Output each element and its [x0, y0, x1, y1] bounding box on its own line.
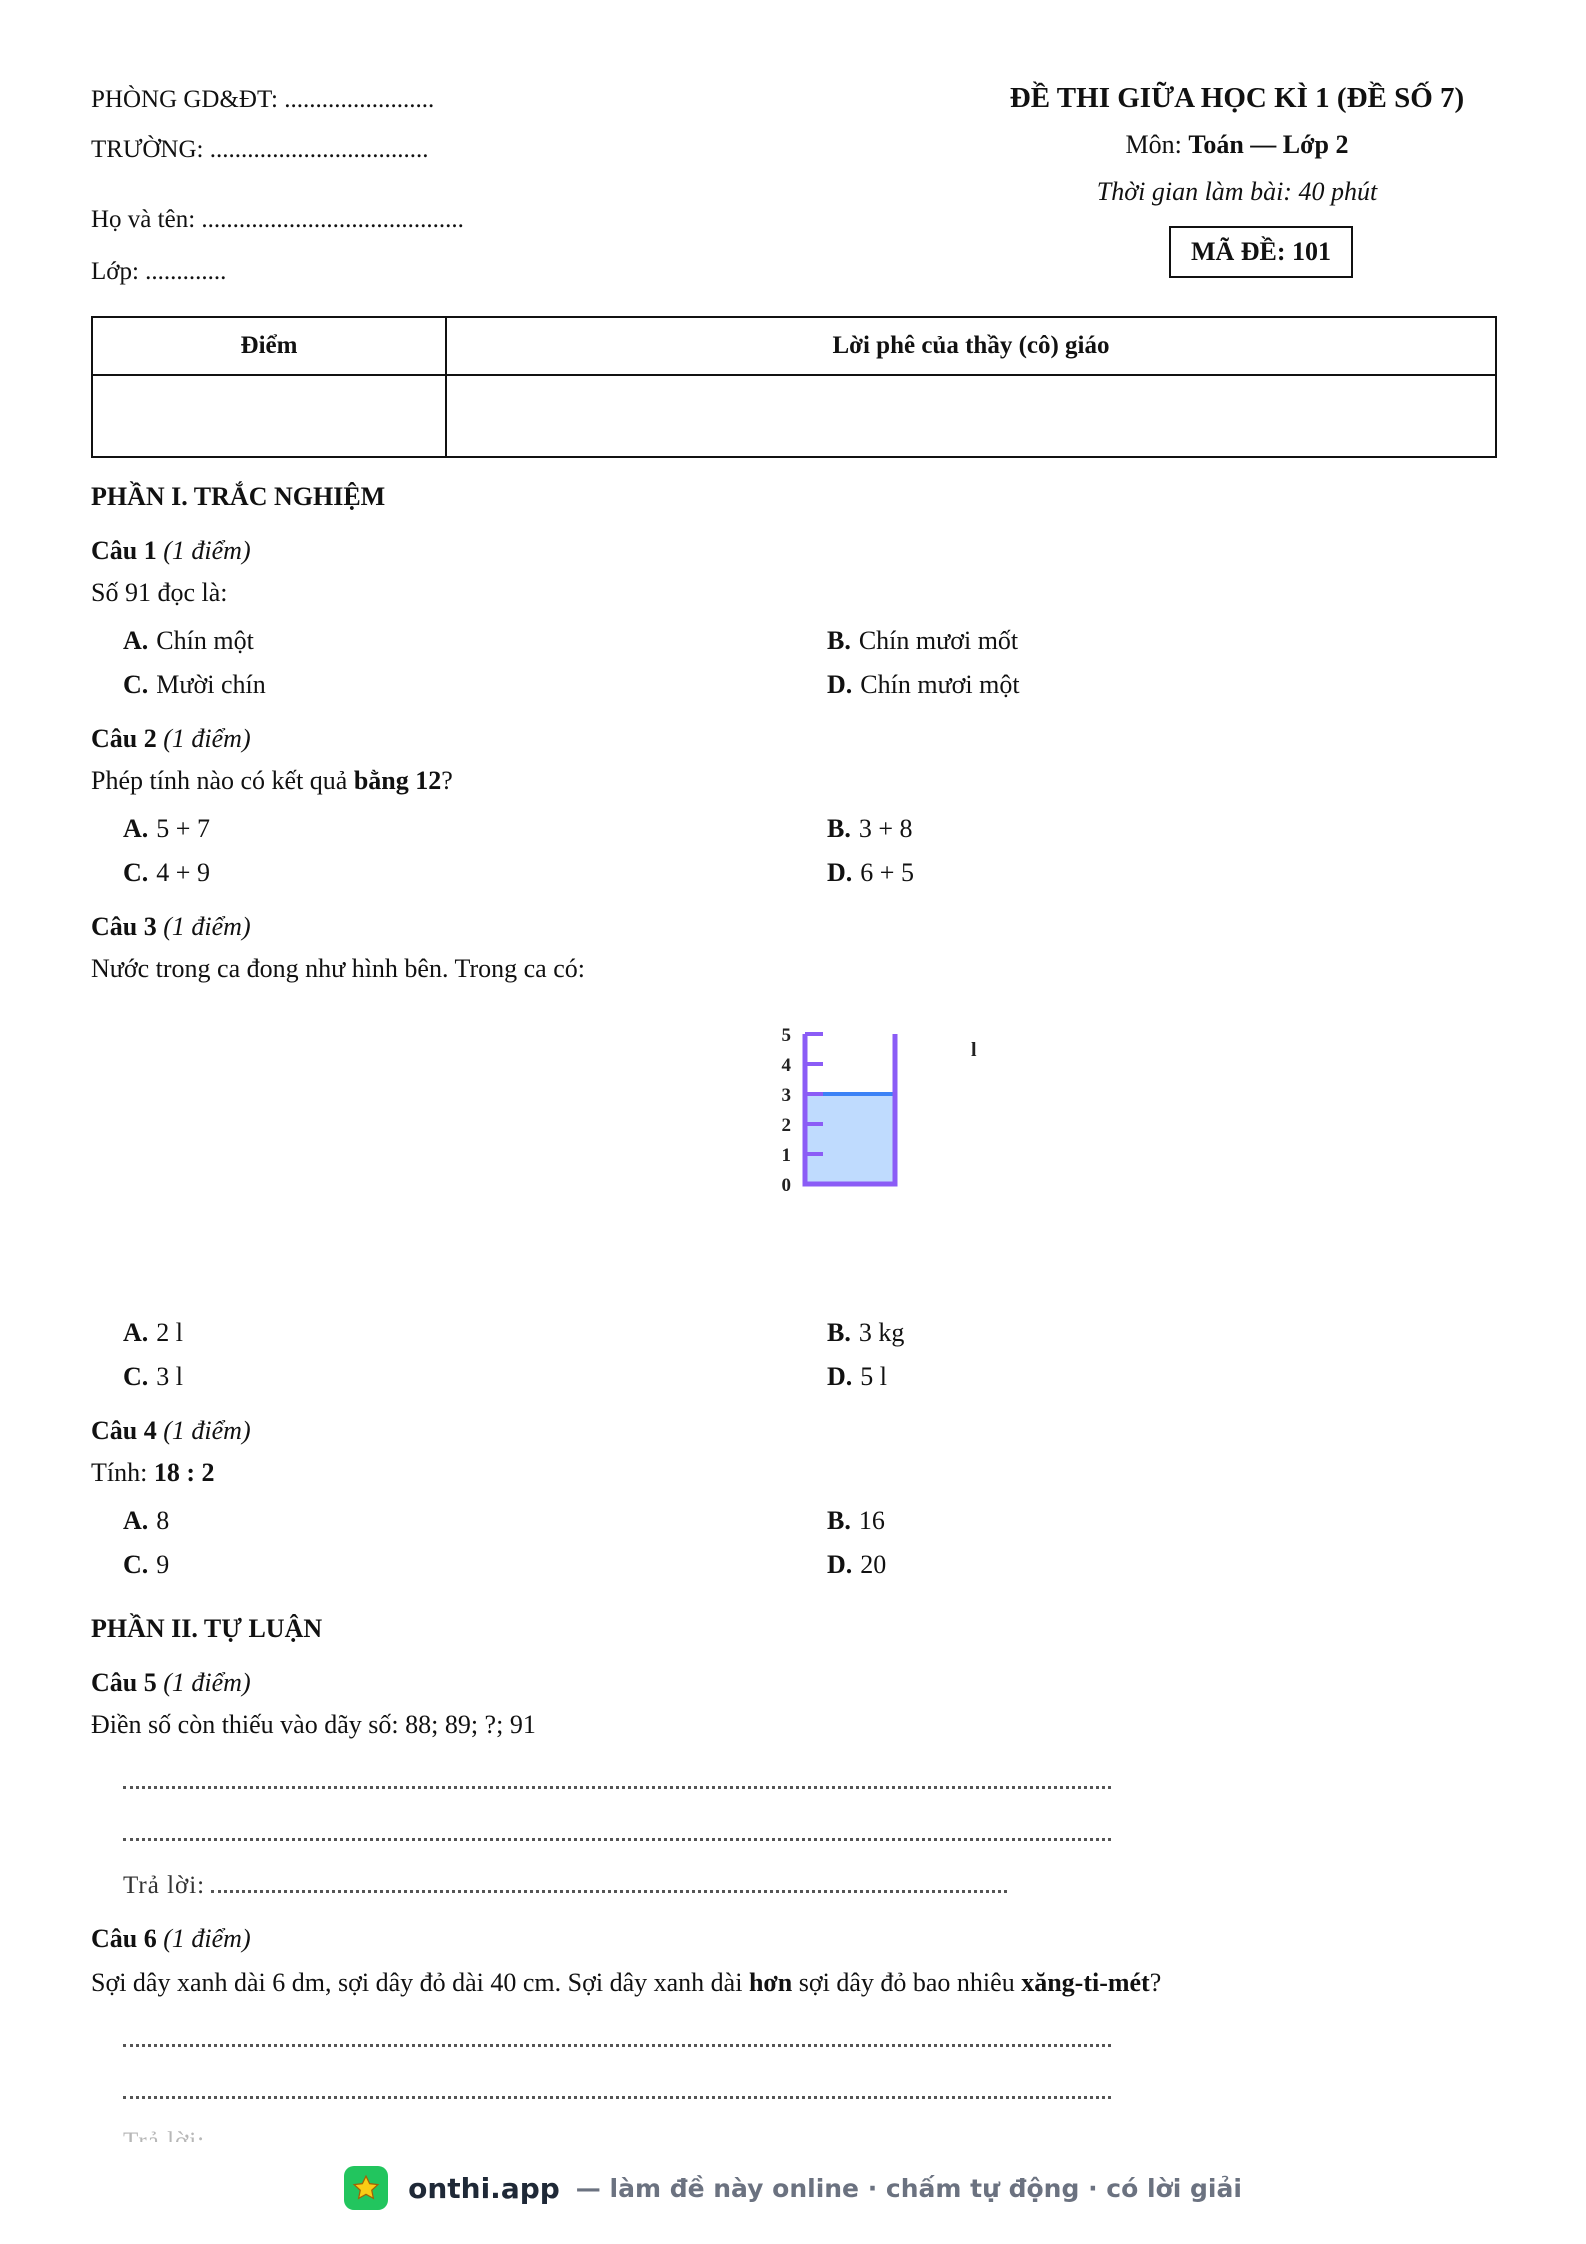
q4-option-b[interactable]: B. 16 — [827, 1506, 885, 1535]
q4-option-c[interactable]: C. 9 — [123, 1550, 170, 1579]
q4-option-a[interactable]: A. 8 — [123, 1506, 170, 1535]
question-6-header — [91, 1924, 251, 1954]
cup-scale-label: 4 — [781, 1055, 791, 1076]
cup-scale-label: 1 — [781, 1145, 791, 1166]
exam-page — [91, 0, 1497, 2244]
question-points: (1 điểm) — [163, 1416, 251, 1445]
comment-header: Lời phê của thầy (cô) giáo — [446, 317, 1496, 375]
cup-scale-label: 5 — [781, 1025, 791, 1046]
q5-answer-line-2[interactable] — [123, 1838, 1111, 1841]
question-points: (1 điểm) — [163, 1924, 251, 1953]
grade-table — [91, 316, 1497, 458]
question-6-text: Sợi dây xanh dài 6 dm, sợi dây đỏ dài 40 cm. Sợi dây xanh dài hơn sợi dây đỏ bao nhiêu xăng-ti-mét? — [91, 1968, 1162, 1997]
exam-code-box: MÃ ĐỀ: 101 — [1169, 226, 1353, 278]
brand-logo — [344, 2166, 388, 2210]
cup-scale-label: 3 — [781, 1085, 791, 1106]
score-header: Điểm — [92, 317, 446, 375]
exam-title: ĐỀ THI GIỮA HỌC KÌ 1 (ĐỀ SỐ 7) — [1009, 82, 1465, 114]
cup-scale-label: 0 — [781, 1175, 791, 1196]
question-points: (1 điểm) — [163, 536, 251, 565]
question-label: Câu 1 — [91, 536, 157, 565]
q2-option-a[interactable]: A. 5 + 7 — [123, 814, 210, 843]
q1-option-d[interactable]: D. Chín mươi một — [827, 670, 1020, 699]
q2-option-d[interactable]: D. 6 + 5 — [827, 858, 914, 887]
q3-option-d[interactable]: D. 5 l — [827, 1362, 888, 1391]
q3-option-a[interactable]: A. 2 l — [123, 1318, 184, 1347]
time-limit: Thời gian làm bài: 40 phút — [1096, 177, 1378, 206]
department-line: PHÒNG GD&ĐT: ........................ — [91, 86, 435, 113]
cup-unit-label: l — [971, 1039, 977, 1061]
question-4-text: Tính: 18 : 2 — [91, 1458, 215, 1487]
question-3-header — [91, 912, 251, 942]
question-label: Câu 6 — [91, 1924, 157, 1953]
question-points: (1 điểm) — [163, 724, 251, 753]
part2-title: PHẦN II. TỰ LUẬN — [91, 1614, 323, 1643]
promo-banner[interactable] — [0, 2142, 1586, 2234]
q5-answer-line-1[interactable] — [123, 1786, 1111, 1789]
q5-answer-row[interactable] — [123, 1872, 1007, 1900]
question-2-text: Phép tính nào có kết quả bằng 12? — [91, 766, 453, 795]
cup-scale-label: 2 — [781, 1115, 791, 1136]
subject-name: Toán — Lớp 2 — [1188, 130, 1349, 159]
subject-prefix: Môn: — [1125, 130, 1189, 159]
school-line: TRƯỜNG: ................................... — [91, 136, 429, 163]
q3-option-c[interactable]: C. 3 l — [123, 1362, 184, 1391]
student-name-line: Họ và tên: .......................................... — [91, 206, 464, 233]
question-label: Câu 2 — [91, 724, 157, 753]
question-4-header — [91, 1416, 251, 1446]
question-label: Câu 5 — [91, 1668, 157, 1697]
q6-answer-line-1[interactable] — [123, 2044, 1111, 2047]
part1-title: PHẦN I. TRẮC NGHIỆM — [91, 482, 386, 511]
q1-option-b[interactable]: B. Chín mươi mốt — [827, 626, 1019, 655]
q2-option-c[interactable]: C. 4 + 9 — [123, 858, 210, 887]
question-3-text: Nước trong ca đong như hình bên. Trong ca có: — [91, 954, 585, 983]
brand-name[interactable]: onthi.app — [408, 2171, 560, 2205]
q4-option-d[interactable]: D. 20 — [827, 1550, 887, 1579]
question-1-header — [91, 536, 251, 566]
question-5-text: Điền số còn thiếu vào dãy số: 88; 89; ?; 91 — [91, 1710, 536, 1739]
class-line: Lớp: ............. — [91, 258, 227, 285]
cup-scale-labels — [782, 1025, 792, 1196]
q3-option-b[interactable]: B. 3 kg — [827, 1318, 905, 1347]
cup-water — [805, 1094, 895, 1184]
question-1-text: Số 91 đọc là: — [91, 578, 228, 607]
score-cell[interactable] — [92, 375, 446, 457]
q1-option-c[interactable]: C. Mười chín — [123, 670, 266, 699]
subject-line — [977, 130, 1497, 160]
brand-tagline: — làm đề này online · chấm tự động · có lời giải — [575, 2173, 1242, 2203]
question-label: Câu 4 — [91, 1416, 157, 1445]
question-2-header — [91, 724, 251, 754]
question-label: Câu 3 — [91, 912, 157, 941]
answer-label: Trả lời: — [123, 1872, 206, 1899]
measuring-cup-figure — [681, 1020, 1001, 1270]
comment-cell[interactable] — [446, 375, 1496, 457]
question-points: (1 điểm) — [163, 912, 251, 941]
question-5-header — [91, 1668, 251, 1698]
question-points: (1 điểm) — [163, 1668, 251, 1697]
q6-answer-line-2[interactable] — [123, 2096, 1111, 2099]
q1-option-a[interactable]: A. Chín một — [123, 626, 254, 655]
q2-option-b[interactable]: B. 3 + 8 — [827, 814, 913, 843]
star-icon — [351, 2173, 381, 2203]
